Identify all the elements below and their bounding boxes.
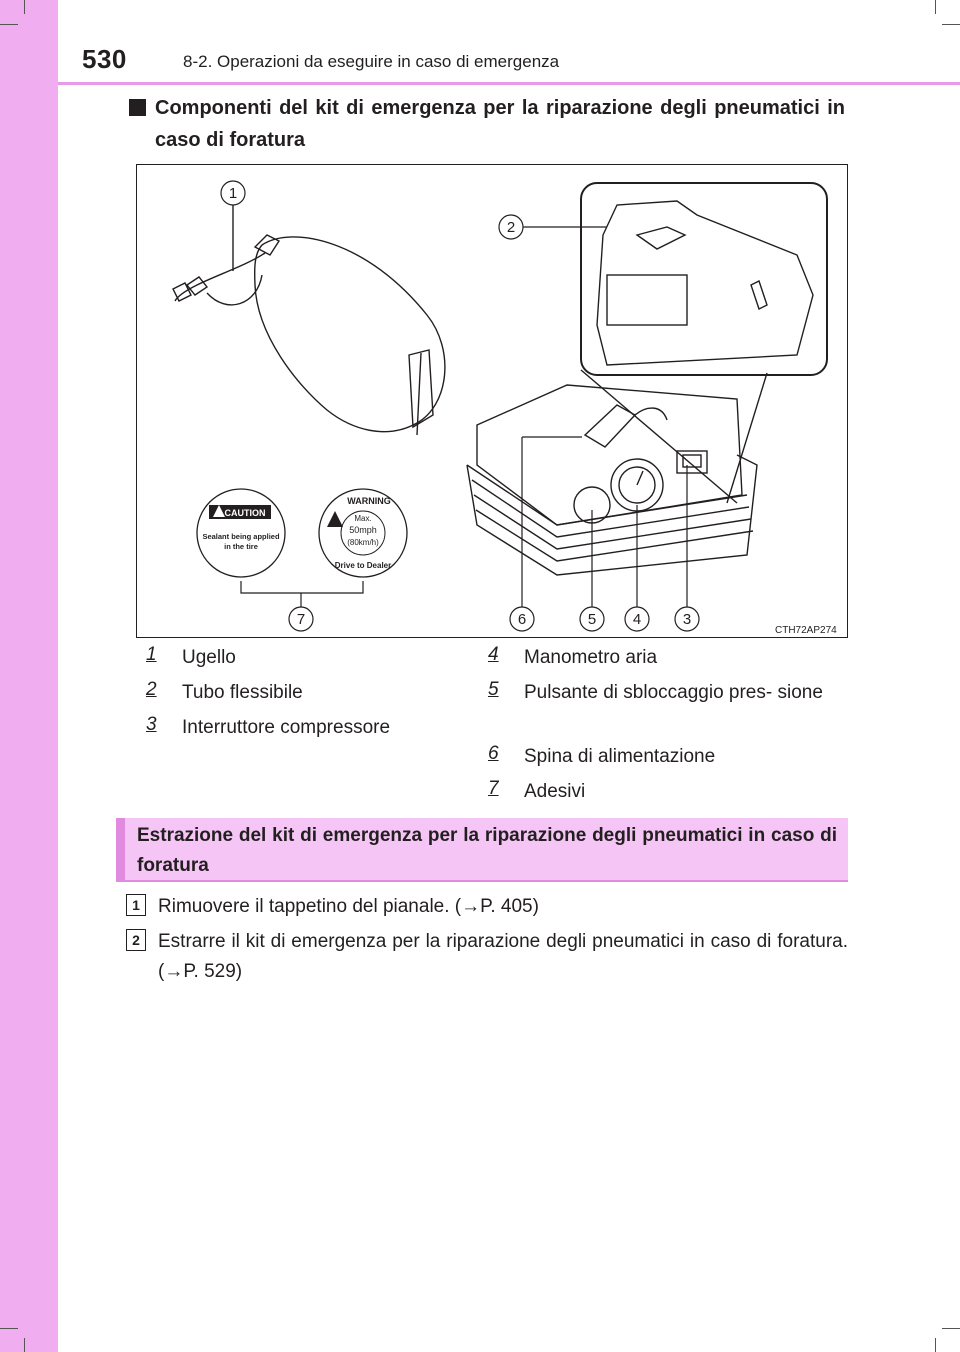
crop-mark bbox=[24, 0, 25, 14]
legend-number: 7 bbox=[488, 778, 499, 799]
nozzle-hose bbox=[175, 253, 265, 301]
warning-speed-kmh: (80km/h) bbox=[347, 538, 379, 547]
callout-1-text: 1 bbox=[228, 185, 238, 202]
legend-label: Pulsante di sbloccaggio pres- sione bbox=[524, 682, 823, 703]
crop-mark bbox=[935, 0, 936, 14]
legend-number: 1 bbox=[146, 644, 157, 665]
legend-label: Tubo flessibile bbox=[182, 682, 303, 703]
side-color-strip bbox=[0, 0, 58, 1352]
figure-code: CTH72AP274 bbox=[775, 625, 837, 636]
legend-label: Spina di alimentazione bbox=[524, 746, 716, 767]
crop-mark bbox=[942, 1328, 960, 1329]
legend-right bbox=[488, 643, 838, 813]
kit-illustration bbox=[136, 164, 848, 638]
callout-2-text: 2 bbox=[506, 219, 516, 236]
page-number: 530 bbox=[82, 44, 127, 74]
kit-drawing bbox=[137, 165, 849, 639]
callout-7-text: 7 bbox=[296, 611, 306, 628]
procedure-header bbox=[116, 818, 848, 882]
step-text: Rimuovere il tappetino del pianale. (→P. 405) bbox=[158, 896, 539, 917]
callout-6-text: 6 bbox=[517, 611, 527, 628]
sealant-bottle bbox=[255, 237, 445, 432]
crop-mark bbox=[942, 24, 960, 25]
square-bullet-icon bbox=[129, 99, 146, 116]
component-heading bbox=[125, 92, 845, 156]
crop-mark bbox=[935, 1338, 936, 1352]
step-text: Estrarre il kit di emergenza per la riparazione degli pneumatici in caso di foratura. (→P. 529) bbox=[158, 931, 848, 982]
warning-title: WARNING bbox=[347, 496, 391, 506]
compressor-switch bbox=[677, 451, 707, 473]
legend-label: Ugello bbox=[182, 647, 236, 668]
legend-number: 2 bbox=[146, 679, 157, 700]
crop-mark bbox=[0, 24, 18, 25]
caution-title: CAUTION bbox=[224, 508, 266, 518]
bottle-neck bbox=[255, 235, 279, 255]
power-plug bbox=[585, 405, 635, 447]
procedure-title: Estrazione del kit di emergenza per la riparazione degli pneumatici in caso di foratura bbox=[137, 825, 837, 876]
legend-number: 5 bbox=[488, 679, 499, 700]
legend-number: 4 bbox=[488, 644, 499, 665]
caution-line-1: Sealant being applied bbox=[202, 532, 280, 541]
header-rule bbox=[58, 82, 960, 85]
legend-label: Interruttore compressore bbox=[182, 717, 391, 738]
callout-5-text: 5 bbox=[587, 611, 597, 628]
warning-sticker bbox=[319, 489, 407, 577]
crop-mark bbox=[24, 1338, 25, 1352]
compressor-base bbox=[467, 455, 757, 575]
legend-label: Manometro aria bbox=[524, 647, 658, 668]
section-title: 8-2. Operazioni da eseguire in caso di emergenza bbox=[183, 52, 560, 71]
legend-number: 3 bbox=[146, 714, 157, 735]
step-number-badge: 1 bbox=[126, 894, 146, 916]
step-number-badge: 2 bbox=[126, 929, 146, 951]
heading-text: Componenti del kit di emergenza per la riparazione degli pneumatici in caso di foratura bbox=[155, 97, 845, 151]
legend-left bbox=[146, 643, 466, 763]
legend-label: Adesivi bbox=[524, 781, 586, 802]
callout-3-text: 3 bbox=[682, 611, 692, 628]
warning-footer: Drive to Dealer bbox=[334, 561, 392, 570]
magnified-view bbox=[581, 183, 827, 375]
crop-mark bbox=[0, 1328, 18, 1329]
caution-sticker bbox=[197, 489, 285, 577]
callout-4-text: 4 bbox=[632, 611, 642, 628]
legend-number: 6 bbox=[488, 743, 499, 764]
warning-max: Max. bbox=[354, 514, 372, 523]
warning-speed: 50mph bbox=[349, 525, 377, 535]
caution-line-2: in the tire bbox=[224, 542, 258, 551]
